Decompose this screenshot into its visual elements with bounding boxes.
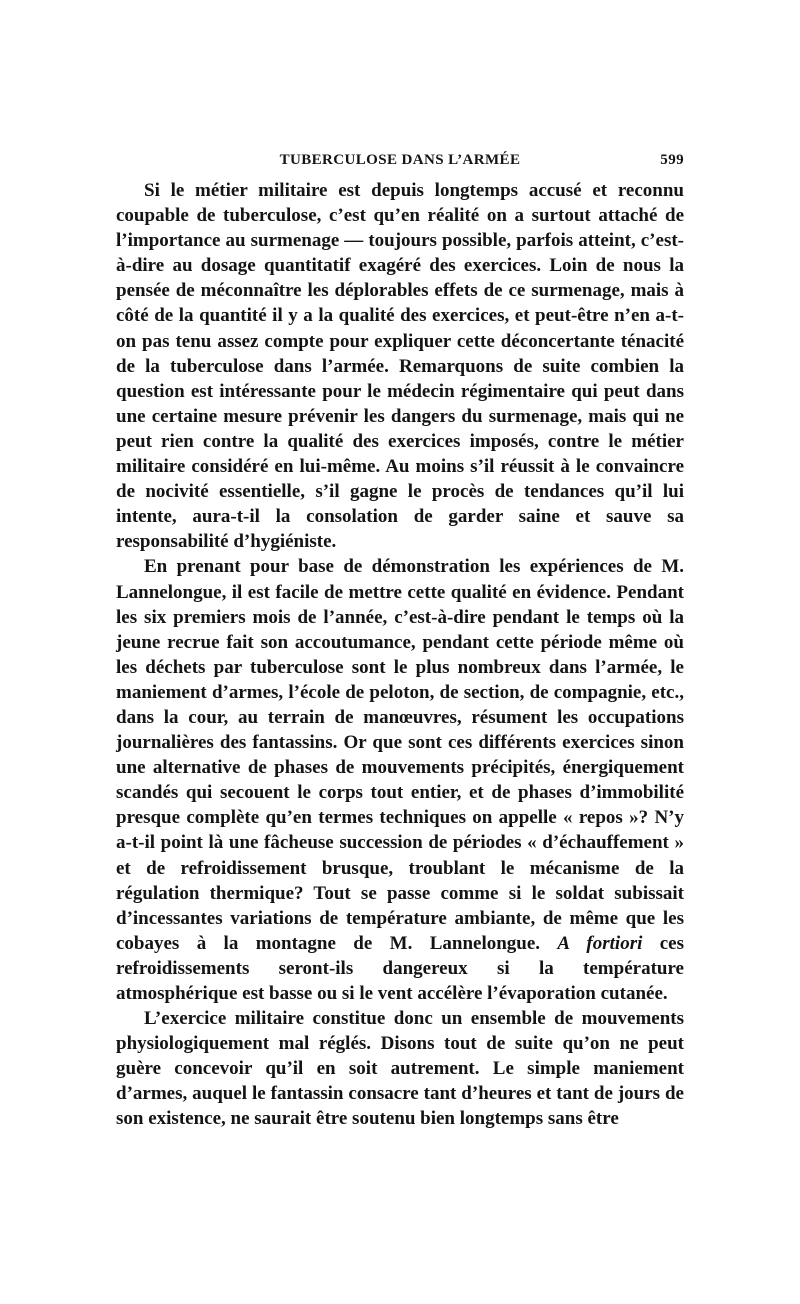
page-number: 599 [660, 152, 684, 168]
running-head-title: TUBERCULOSE DANS L’ARMÉE [279, 152, 521, 168]
paragraph-2 [116, 554, 684, 1006]
body-text [116, 178, 684, 1132]
paragraph-3: L’exercice militaire constitue donc un ensemble de mouvements physiologiquement mal réglés. Disons tout de suite qu’on ne peut guère concevoir qu’il en soit autrement. Le simple maniement d’armes, auquel le fantassin consacre tant d’heures et tant de jours de son existence, ne saurait être soutenu bien longtemps sans être [116, 1008, 684, 1130]
paragraph-1: Si le métier militaire est depuis longtemps accusé et reconnu coupable de tuberculose, c’est qu’en réalité on a surtout attaché de l’importance au surmenage — toujours possible, parfois atteint, c’est-à-dire au dosage quantitatif exagéré des exercices. Loin de nous la pensée de méconnaître les déplorables effets de ce surmenage, mais à côté de la quantité il y a la qualité des exercices, et peut-être n’en a-t-on pas tenu assez compte pour expliquer cette déconcertante ténacité de la tuberculose dans l’armée. Remarquons de suite combien la question est intéressante pour le médecin régimentaire qui peut dans une certaine mesure prévenir les dangers du surmenage, mais qui ne peut rien contre la qualité des exercices imposés, contre le métier militaire considéré en lui-même. Au moins s’il réussit à le convaincre de nocivité essentielle, s’il gagne le procès de tendances qu’il lui intente, aura-t-il la consolation de garder saine et sauve sa responsabilité d’hygiéniste. [116, 180, 684, 553]
paragraph-2-part-1: En prenant pour base de démonstration les expériences de M. Lannelongue, il est facile de mettre cette qualité en évidence. Pendant les six premiers mois de l’année, c’est-à-dire pendant le temps où la jeune recrue fait son accoutumance, pendant cette période même où les déchets par tuberculose sont le plus nombreux dans l’armée, le maniement d’armes, l’école de peloton, de section, de compagnie, etc., dans la cour, au terrain de manœuvres, résument les occupations journalières des fantassins. Or que sont ces différents exercices sinon une alternative de phases de mouvements précipités, énergiquement scandés qui secouent le corps tout entier, et de phases d’immobilité presque complète qu’en termes techniques on appelle « repos »? N’y a-t-il point là une fâcheuse succession de périodes « d’échauffement » et de refroidissement brusque, troublant le mécanisme de la régulation thermique? Tout se passe comme si le soldat subissait d’incessantes variations de température ambiante, de même que les cobayes à la montagne de M. Lannelongue. [116, 556, 684, 954]
latin-phrase: A fortiori [557, 932, 643, 954]
running-head [116, 150, 684, 178]
book-page [116, 150, 684, 1132]
paragraph-2-part-2: ces refroidissements seront-ils dangereux si la température atmosphérique est basse ou si le vent accélère l’évaporation cutanée. [116, 932, 685, 1004]
